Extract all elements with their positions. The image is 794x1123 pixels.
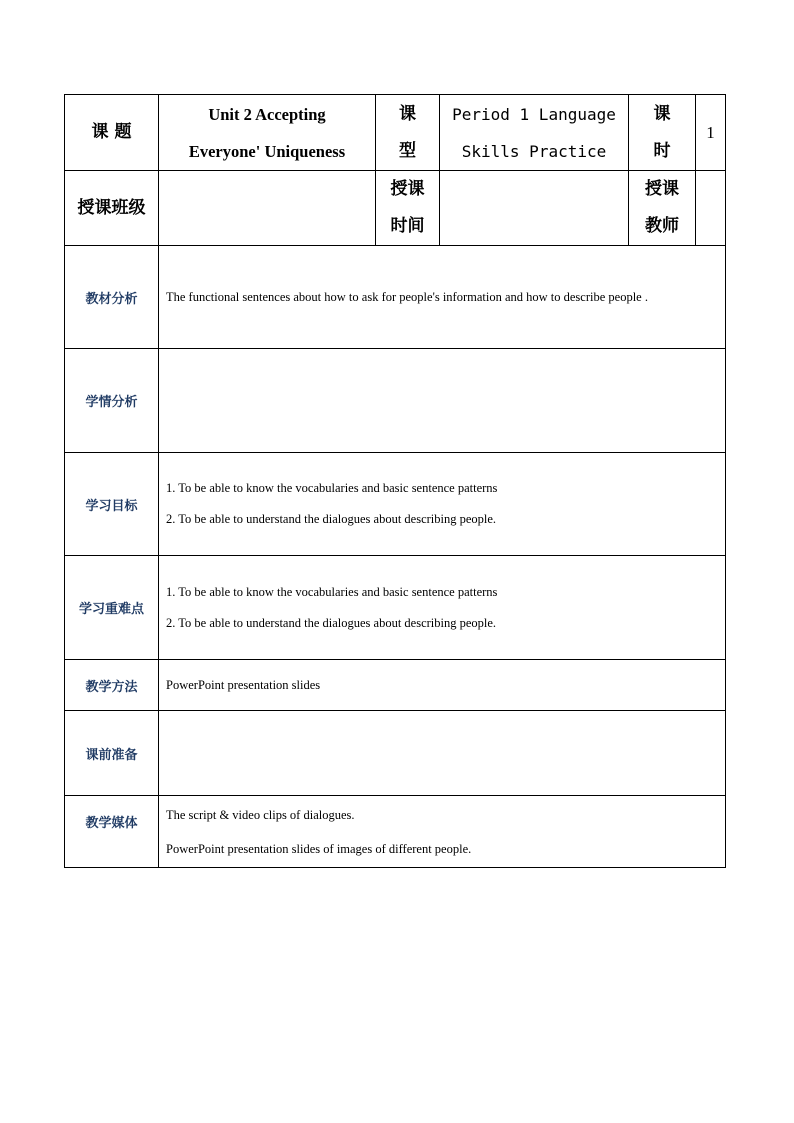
class-value [159,171,376,246]
learning-objectives-row [65,453,726,556]
type-value [440,95,629,171]
topic-label: 课 题 [65,95,159,171]
time-label [376,171,440,246]
header-row [65,95,726,171]
teaching-media-list [159,796,726,868]
teaching-methods-text: PowerPoint presentation slides [159,660,726,711]
learner-analysis-row [65,349,726,453]
material-analysis-label: 教材分析 [65,246,159,349]
teaching-media-row [65,796,726,868]
lesson-plan-table [64,94,726,868]
key-points-label: 学习重难点 [65,556,159,660]
topic-value-line2: Everyone' Uniqueness [188,141,346,161]
teaching-media-label: 教学媒体 [65,796,159,868]
list-item: 2. To be able to understand the dialogues about describing people. [166,615,497,630]
teacher-label-line1: 授课 [645,179,679,199]
time-value [440,171,629,246]
time-label-line1: 授课 [390,179,425,199]
class-label: 授课班级 [65,171,159,246]
hours-label-line1: 课 [653,103,671,124]
key-points-row [65,556,726,660]
learning-objectives-list [159,453,726,556]
type-value-line1: Period 1 Language [452,104,616,124]
preparation-label: 课前准备 [65,711,159,796]
key-points-list [159,556,726,660]
preparation-text [159,711,726,796]
list-item: PowerPoint presentation slides of images of different people. [166,841,472,856]
teaching-methods-label: 教学方法 [65,660,159,711]
type-label-line2: 型 [399,140,416,161]
type-label-line1: 课 [399,103,416,124]
type-label [376,95,440,171]
teaching-methods-row [65,660,726,711]
teacher-label [629,171,696,246]
preparation-row [65,711,726,796]
time-label-line2: 时间 [390,216,425,236]
list-item: 1. To be able to know the vocabularies and basic sentence patterns [166,481,498,495]
teacher-label-line2: 教师 [645,216,679,236]
type-value-line2: Skills Practice [461,141,607,161]
learner-analysis-text [159,349,726,453]
hours-value: 1 [696,95,726,171]
hours-label-line2: 时 [653,140,671,161]
teacher-value [696,171,726,246]
class-info-row [65,171,726,246]
material-analysis-text: The functional sentences about how to ask for people's information and how to describe people . [159,246,726,349]
list-item: The script & video clips of dialogues. [166,807,355,822]
list-item: 2. To be able to understand the dialogues about describing people. [166,512,497,526]
material-analysis-row [65,246,726,349]
learner-analysis-label: 学情分析 [65,349,159,453]
topic-value [159,95,376,171]
list-item: 1. To be able to know the vocabularies and basic sentence patterns [166,584,498,599]
learning-objectives-label: 学习目标 [65,453,159,556]
hours-label [629,95,696,171]
topic-value-line1: Unit 2 Accepting [208,104,326,124]
